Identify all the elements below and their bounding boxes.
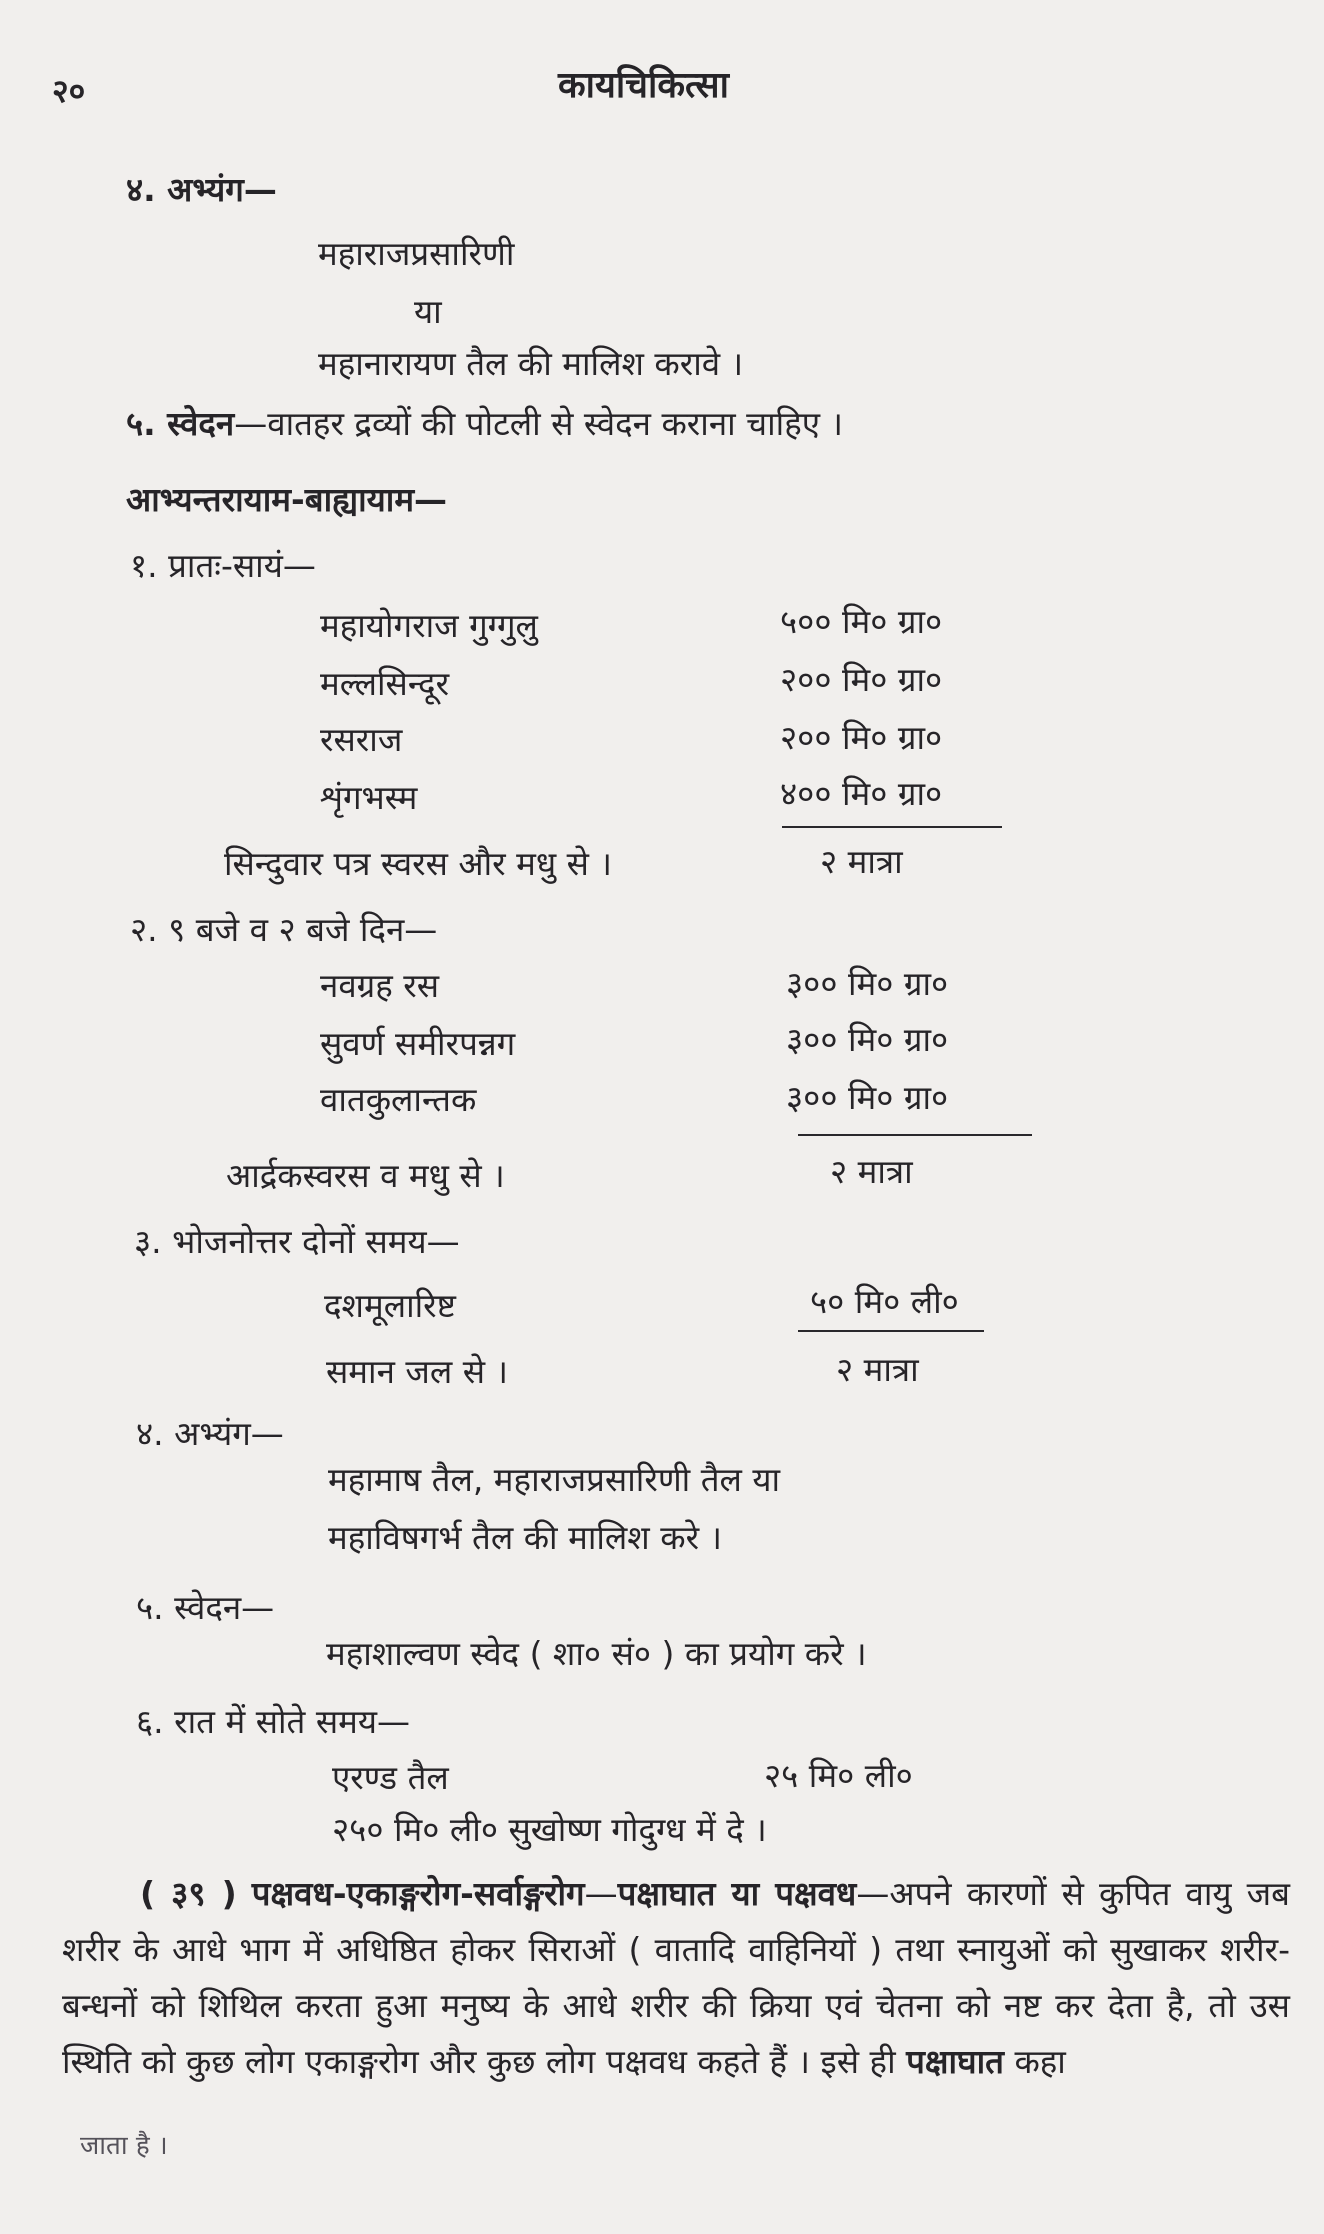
item4-line2: महाविषगर्भ तैल की मालिश करे ।: [328, 1518, 723, 1557]
paragraph-text-end: कहा: [1014, 2042, 1066, 2081]
item2-row-name: वातकुलान्तक: [320, 1080, 477, 1119]
item2-row-dose: ३०० मि० ग्रा०: [786, 964, 949, 1003]
item1-row-dose: ५०० मि० ग्रा०: [780, 602, 943, 641]
running-title: कायचिकित्सा: [558, 65, 729, 106]
item1-row-name: महायोगराज गुग्गुलु: [320, 606, 538, 645]
item1-row-name: शृंगभस्म: [320, 778, 418, 817]
item3-row-name: दशमूलारिष्ट: [324, 1286, 456, 1325]
item1-row-name: रसराज: [320, 720, 403, 759]
abhyanga-or: या: [414, 292, 442, 331]
section-title: आभ्यन्तरायाम-बाह्यायाम—: [126, 480, 448, 519]
item2-matra: २ मात्रा: [830, 1152, 913, 1191]
svedana-heading: ५. स्वेदन: [126, 404, 235, 443]
item2-heading: २. ९ बजे व २ बजे दिन—: [130, 910, 438, 949]
item5-heading: ५. स्वेदन—: [136, 1588, 275, 1627]
item3-heading: ३. भोजनोत्तर दोनों समय—: [134, 1222, 460, 1261]
item1-sum-rule: [782, 826, 1002, 828]
abhyanga-line2: महानारायण तैल की मालिश करावे ।: [318, 344, 744, 383]
item5-text: महाशाल्वण स्वेद ( शा० सं० ) का प्रयोग करे ।: [326, 1634, 867, 1673]
item1-heading: १. प्रातः-सायं—: [130, 546, 316, 585]
item6-heading: ६. रात में सोते समय—: [136, 1702, 411, 1741]
item2-row-dose: ३०० मि० ग्रा०: [786, 1020, 949, 1059]
item1-row-dose: २०० मि० ग्रा०: [780, 660, 943, 699]
svedana-line: [126, 404, 843, 444]
item3-vehicle: समान जल से ।: [326, 1352, 509, 1391]
item1-matra: २ मात्रा: [820, 842, 903, 881]
paragraph-bold-term: पक्षाघात: [906, 2042, 1004, 2081]
item1-row-name: मल्लसिन्दूर: [320, 664, 450, 703]
item1-vehicle: सिन्दुवार पत्र स्वरस और मधु से ।: [224, 844, 612, 883]
item6-line2: २५० मि० ली० सुखोष्ण गोदुग्ध में दे ।: [332, 1810, 767, 1849]
item2-row-name: सुवर्ण समीरपन्नग: [320, 1024, 516, 1063]
item2-row-name: नवग्रह रस: [320, 966, 440, 1005]
item3-sum-rule: [798, 1330, 984, 1332]
item1-row-dose: २०० मि० ग्रा०: [780, 718, 943, 757]
paragraph-number: ( ३९ ): [140, 1874, 237, 1913]
page-number: २०: [52, 72, 86, 110]
paragraph-text: —अपने कारणों से कुपित वायु जब शरीर के आधे भाग में अधिष्ठित होकर सिराओं ( वातादि वाहिनियों ) तथा स्नायुओं को सुखाकर शरीर-बन्धनों को शिथिल करता हुआ मनुष्य के आधे शरीर की क्रिया एवं चेतना को नष्ट कर देता है, तो उस स्थिति को कुछ लोग एकाङ्गरोग और कुछ लोग पक्षवध कहते हैं । इसे ही: [62, 1874, 1290, 2081]
paragraph-sep: —: [584, 1874, 618, 1913]
item2-vehicle: आर्द्रकस्वरस व मधु से ।: [226, 1156, 505, 1195]
footer-fragment: जाता है ।: [80, 2131, 168, 2161]
paragraph-heading: पक्षवध-एकाङ्गरोग-सर्वाङ्गरोग: [251, 1874, 585, 1913]
item3-row-dose: ५० मि० ली०: [810, 1282, 959, 1321]
item3-matra: २ मात्रा: [836, 1350, 919, 1389]
svedana-text: —वातहर द्रव्यों की पोटली से स्वेदन कराना चाहिए ।: [234, 404, 844, 443]
abhyanga-heading: ४. अभ्यंग—: [126, 170, 277, 209]
item4-heading: ४. अभ्यंग—: [136, 1414, 284, 1453]
item4-line1: महामाष तैल, महाराजप्रसारिणी तैल या: [328, 1460, 781, 1499]
body-paragraph: [62, 1866, 1290, 2090]
item2-sum-rule: [798, 1134, 1032, 1136]
item1-row-dose: ४०० मि० ग्रा०: [780, 774, 943, 813]
item6-name: एरण्ड तैल: [332, 1758, 449, 1797]
abhyanga-line1: महाराजप्रसारिणी: [318, 234, 515, 273]
paragraph-heading-2: पक्षाघात या पक्षवध: [617, 1874, 857, 1913]
item2-row-dose: ३०० मि० ग्रा०: [786, 1078, 949, 1117]
item6-dose: २५ मि० ली०: [764, 1756, 913, 1795]
